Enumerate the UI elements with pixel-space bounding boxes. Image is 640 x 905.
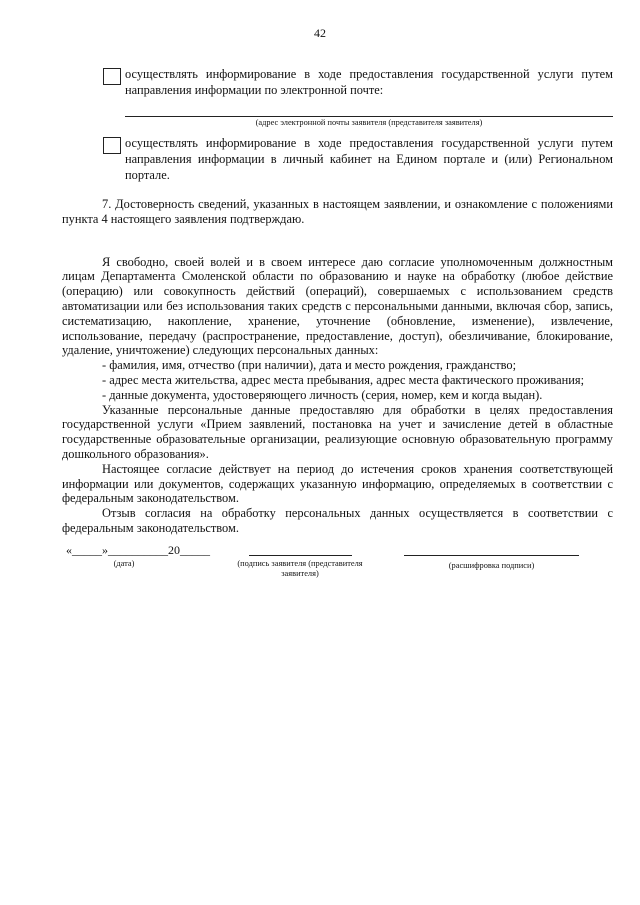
statement-body <box>62 197 613 536</box>
option-email-text: осуществлять информирование в ходе предоставления государственной услуги путем направления информации по электронной почте: <box>125 67 613 97</box>
option-portal <box>103 135 613 183</box>
email-address-line[interactable] <box>125 116 613 117</box>
consent-paragraph-4: Отзыв согласия на обработку персональных данных осуществляется в соответствии с федеральным законодательством. <box>62 506 613 535</box>
decode-line[interactable] <box>404 555 579 556</box>
option-email <box>103 66 613 98</box>
signature-caption: (подпись заявителя (представителя заявителя) <box>237 559 363 578</box>
data-item: - адрес места жительства, адрес места пребывания, адрес места фактического проживания; <box>102 372 585 387</box>
portal-checkbox[interactable] <box>103 137 121 154</box>
date-caption: (дата) <box>113 559 135 568</box>
data-item: - данные документа, удостоверяющего личность (серия, номер, кем и когда выдан). <box>102 387 543 402</box>
email-checkbox[interactable] <box>103 68 121 85</box>
signature-line[interactable] <box>249 555 352 556</box>
decode-caption: (расшифровка подписи) <box>448 561 535 570</box>
option-portal-text: осуществлять информирование в ходе предоставления государственной услуги путем направления информации в личный кабинет на Едином портале и (или) Региональном портале. <box>125 136 613 182</box>
email-address-caption: (адрес электронной почты заявителя (представителя заявителя) <box>255 118 483 127</box>
page-number: 42 <box>314 26 326 40</box>
consent-paragraph-2: Указанные персональные данные предоставляю для обработки в целях предоставления государственной услуги «Прием заявлений, постановка на учет и зачисление детей в областные государственные образовательные организации, реализующие основную образовательную программу дошкольного образования». <box>62 402 613 461</box>
data-item: - фамилия, имя, отчество (при наличии), дата и место рождения, гражданство; <box>102 358 517 373</box>
date-field[interactable]: «_____»__________20_____ <box>66 543 210 557</box>
item-7-text: 7. Достоверность сведений, указанных в настоящем заявлении, и ознакомление с положениями пункта 4 настоящего заявления подтверждаю. <box>62 197 613 226</box>
consent-paragraph-1: Я свободно, своей волей и в своем интересе даю согласие уполномоченным должностным лицам Департамента Смоленской области по образованию и науке на обработку (любое действие (операцию) или совокупность действий (операций), совершаемых с использованием средств автоматизации или без использования таких средств с персональными данными, включая сбор, запись, систематизацию, накопление, хранение, уточнение (обновление, изменение), извлечение, использование, передачу (распространение, предоставление, доступ), обезличивание, блокирование, удаление, уничтожение) следующих персональных данных: <box>62 254 613 358</box>
consent-paragraph-3: Настоящее согласие действует на период до истечения сроков хранения соответствующей информации или документов, содержащих указанную информацию, определяемых в соответствии с федеральным законодательством. <box>62 461 613 506</box>
